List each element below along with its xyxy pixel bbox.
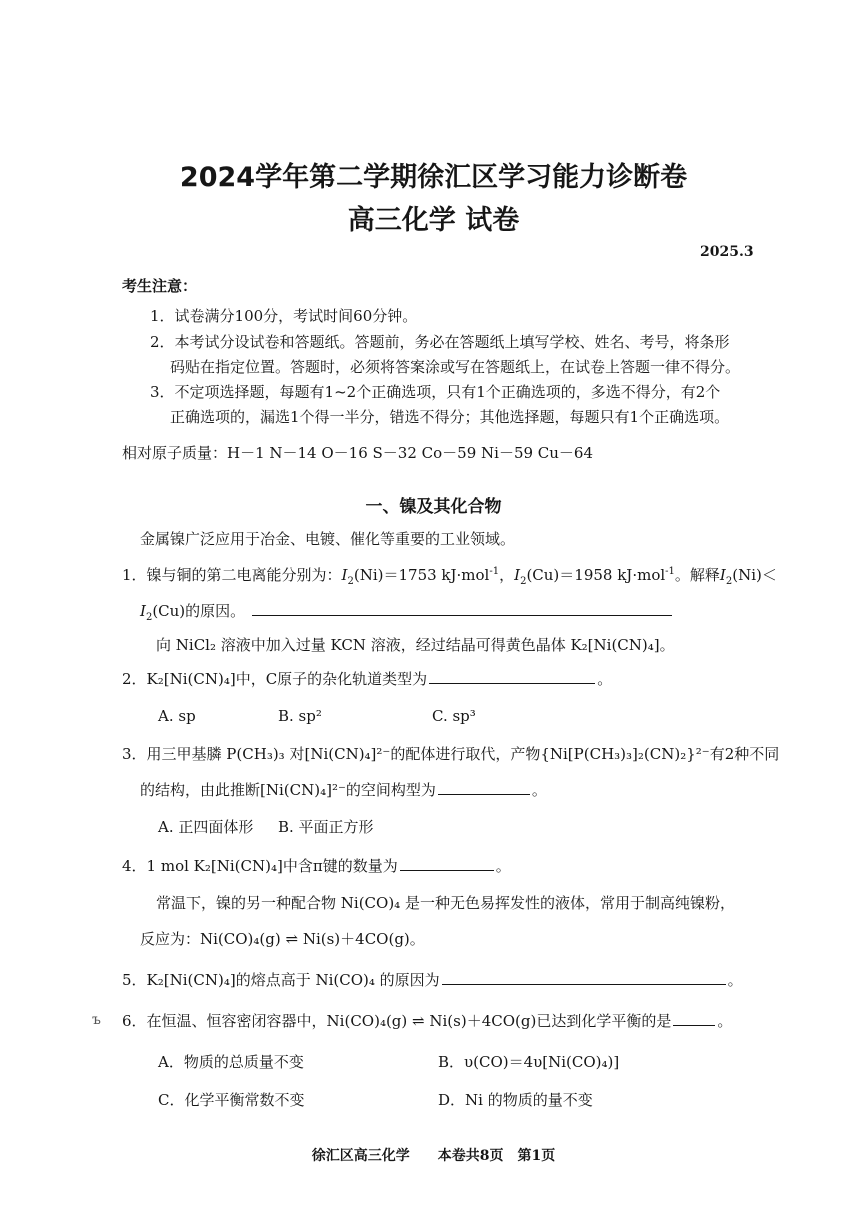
q2-option-a[interactable]: A. sp (158, 707, 196, 725)
intro-paragraph: 金属镍广泛应用于冶金、电镀、催化等重要的工业领域。 (140, 530, 516, 548)
q3-option-b[interactable]: B. 平面正方形 (278, 818, 374, 836)
q6-option-b[interactable]: B．υ(CO)＝4υ[Ni(CO)₄)] (438, 1053, 620, 1071)
rule-2: 2．本考试分设试卷和答题纸。答题前，务必在答题纸上填写学校、姓名、考号，将条形 (150, 333, 730, 351)
paragraph-4-line-1: 常温下，镍的另一种配合物 Ni(CO)₄ 是一种无色易挥发性的液体，常用于制高纯镍粉， (156, 894, 735, 912)
rule-2-cont: 码贴在指定位置。答题时，必须将答案涂或写在答题纸上，在试卷上答题一律不得分。 (170, 358, 741, 376)
question-1-line-2: $I_2(Cu)$的原因。 (140, 600, 674, 623)
paragraph-4-line-2: 反应为：Ni(CO)₄(g) ⇌ Ni(s)＋4CO(g)。 (140, 930, 425, 948)
scan-mark: ъ (92, 1012, 101, 1028)
rule-3: 3．不定项选择题，每题有1~2个正确选项，只有1个正确选项的，多选不得分，有2个 (150, 383, 721, 401)
answer-blank-5[interactable] (442, 970, 726, 985)
exam-title: 2024学年第二学期徐汇区学习能力诊断卷 (179, 162, 688, 193)
rule-1: 1．试卷满分100分，考试时间60分钟。 (150, 307, 418, 325)
q3-option-a[interactable]: A. 正四面体形 (158, 818, 254, 836)
question-1-line-1: 1．镍与铜的第二电离能分别为：$I_2(Ni)=1753$ kJ·mol$^{-1}$，$I_2(Cu)=1958$ kJ·mol$^{-1}$。解释$I_2(Ni)<$ (122, 566, 777, 587)
answer-blank-6[interactable] (673, 1011, 715, 1026)
q6-option-c[interactable]: C．化学平衡常数不变 (158, 1091, 305, 1109)
question-3-line-2: 的结构，由此推断[Ni(CN)₄]²⁻的空间构型为 。 (140, 781, 547, 799)
rule-3-cont: 正确选项的，漏选1个得一半分，错选不得分；其他选择题，每题只有1个正确选项。 (170, 408, 730, 426)
q6-option-d[interactable]: D．Ni 的物质的量不变 (438, 1091, 593, 1109)
atomic-masses: 相对原子质量：H－1 N－14 O－16 S－32 Co－59 Ni－59 Cu－64 (122, 444, 594, 462)
question-5: 5．K₂[Ni(CN)₄]的熔点高于 Ni(CO)₄ 的原因为 。 (122, 971, 743, 989)
q2-option-b[interactable]: B. sp² (278, 707, 322, 725)
answer-blank-3[interactable] (438, 780, 530, 795)
section-title: 一、镍及其化合物 (365, 497, 502, 517)
question-4: 4．1 mol K₂[Ni(CN)₄]中含π键的数量为 。 (122, 857, 511, 875)
q2-option-c[interactable]: C. sp³ (432, 707, 476, 725)
answer-blank-2[interactable] (429, 669, 595, 684)
q6-option-a[interactable]: A．物质的总质量不变 (158, 1053, 304, 1071)
question-3-line-1: 3．用三甲基膦 P(CH₃)₃ 对[Ni(CN)₄]²⁻的配体进行取代，产物{Ni[P(CH₃)₃]₂(CN)₂}²⁻有2种不同 (122, 745, 780, 763)
question-6: 6．在恒温、恒容密闭容器中，Ni(CO)₄(g) ⇌ Ni(s)＋4CO(g)已达到化学平衡的是 。 (122, 1012, 733, 1030)
exam-date: 2025.3 (700, 244, 754, 260)
page-footer: 徐汇区高三化学 本卷共8页 第1页 (311, 1148, 556, 1164)
answer-blank-1[interactable] (252, 601, 672, 616)
paragraph-2: 向 NiCl₂ 溶液中加入过量 KCN 溶液，经过结晶可得黄色晶体 K₂[Ni(CN)₄]。 (156, 636, 675, 654)
question-2: 2．K₂[Ni(CN)₄]中，C原子的杂化轨道类型为 。 (122, 670, 613, 688)
answer-blank-4[interactable] (400, 856, 494, 871)
exam-subtitle: 高三化学 试卷 (347, 205, 520, 236)
notice-heading: 考生注意： (122, 277, 198, 295)
